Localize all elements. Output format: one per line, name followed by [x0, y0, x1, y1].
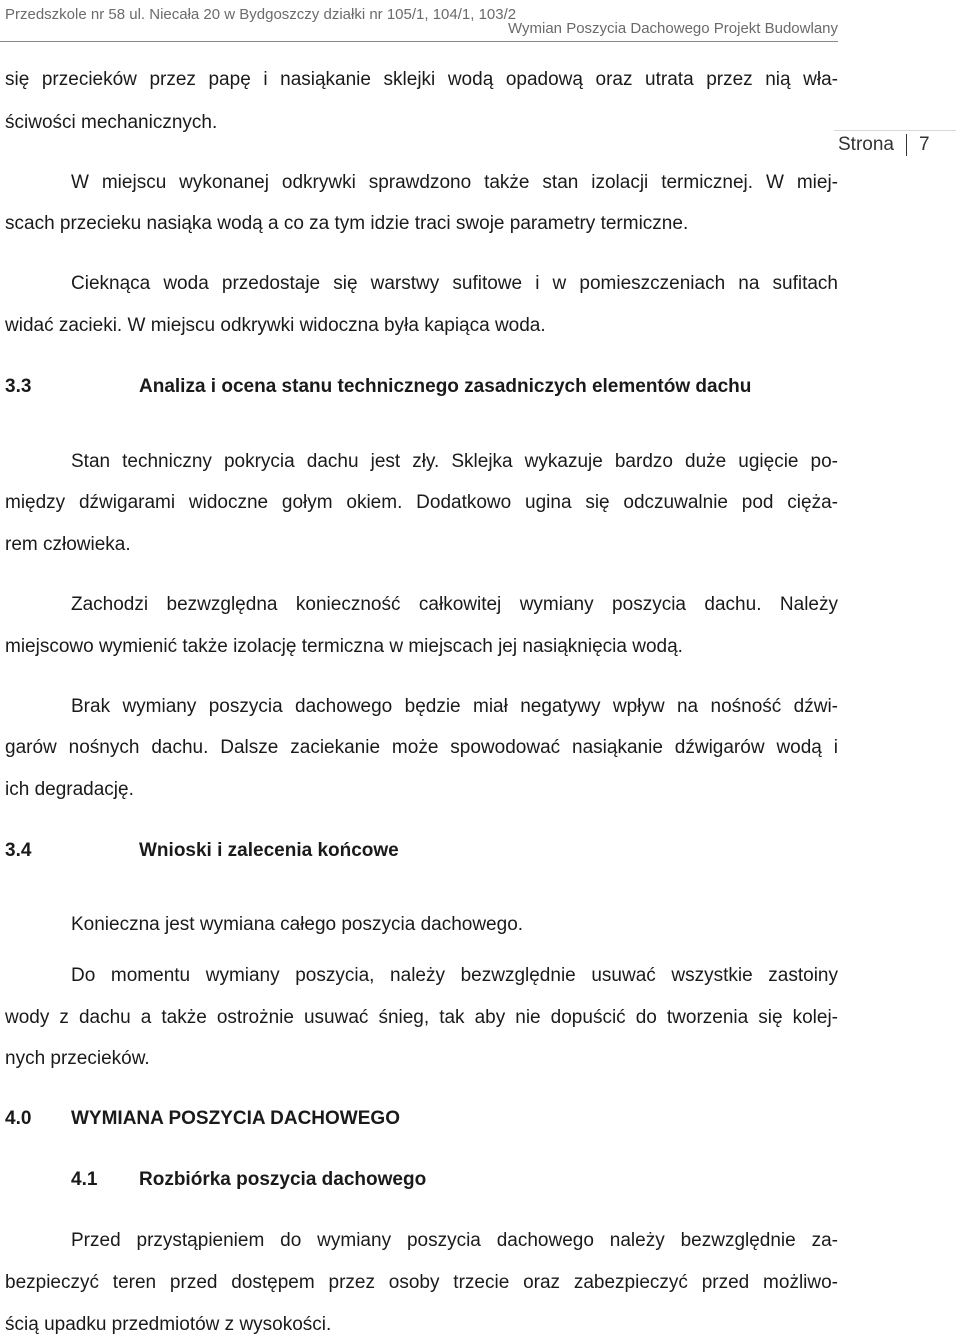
- paragraph-line: miejscowo wymienić także izolację termiczna w miejscach jej nasiąknięcia wodą.: [5, 636, 683, 657]
- header-right-text: Wymian Poszycia Dachowego Projekt Budowlany: [507, 20, 838, 37]
- subsection-heading: Rozbiórka poszycia dachowego: [139, 1169, 427, 1190]
- paragraph-line: Brak wymiany poszycia dachowego będzie miał negatywy wpływ na nośność dźwi-: [71, 696, 838, 717]
- paragraph-line: W miejscu wykonanej odkrywki sprawdzono także stan izolacji termicznej. W miej-: [71, 172, 838, 193]
- page-number-value: 7: [918, 134, 930, 155]
- paragraph-line: scach przecieku nasiąka wodą a co za tym idzie traci swoje parametry termiczne.: [5, 213, 689, 234]
- page-number-label: Strona: [838, 134, 894, 155]
- paragraph-line: Przed przystąpieniem do wymiany poszycia dachowego należy bezwzględnie za-: [71, 1230, 838, 1251]
- subsection-number: 4.1: [71, 1169, 98, 1190]
- paragraph-line: widać zacieki. W miejscu odkrywki widoczna była kapiąca woda.: [5, 315, 546, 336]
- paragraph-line: Do momentu wymiany poszycia, należy bezwzględnie usuwać wszystkie zastoiny: [71, 965, 838, 986]
- header-left-text: Przedszkole nr 58 ul. Niecała 20 w Bydgoszczy działki nr 105/1, 104/1, 103/2: [5, 6, 517, 23]
- section-number: 4.0: [5, 1108, 32, 1129]
- paragraph-line: bezpieczyć teren przed dostępem przez osoby trzecie oraz zabezpieczyć przed możliwo-: [5, 1272, 838, 1293]
- page-number-separator: [906, 134, 907, 156]
- paragraph-line: ściwości mechanicznych.: [5, 112, 218, 133]
- page-number: [838, 130, 930, 160]
- section-heading: Wnioski i zalecenia końcowe: [139, 840, 399, 861]
- section-number: 3.3: [5, 376, 32, 397]
- page-number-rule: [834, 130, 956, 131]
- paragraph-line: ścią upadku przedmiotów z wysokości.: [5, 1314, 332, 1335]
- paragraph-line: nych przecieków.: [5, 1048, 150, 1069]
- paragraph-line: Konieczna jest wymiana całego poszycia dachowego.: [71, 914, 524, 935]
- paragraph-line: ich degradację.: [5, 779, 134, 800]
- paragraph-line: się przecieków przez papę i nasiąkanie sklejki wodą opadową oraz utrata przez nią wła-: [5, 69, 838, 90]
- paragraph-line: Cieknąca woda przedostaje się warstwy sufitowe i w pomieszczeniach na sufitach: [71, 273, 838, 294]
- paragraph-line: garów nośnych dachu. Dalsze zaciekanie może spowodować nasiąkanie dźwigarów wodą i: [5, 737, 838, 758]
- section-heading: WYMIANA POSZYCIA DACHOWEGO: [71, 1108, 400, 1129]
- paragraph-line: Zachodzi bezwzględna konieczność całkowitej wymiany poszycia dachu. Należy: [71, 594, 838, 615]
- paragraph-line: wody z dachu a także ostrożnie usuwać śnieg, tak aby nie dopuścić do tworzenia się kolej-: [5, 1007, 838, 1028]
- section-number: 3.4: [5, 840, 32, 861]
- paragraph-line: Stan techniczny pokrycia dachu jest zły. Sklejka wykazuje bardzo duże ugięcie po-: [71, 451, 838, 472]
- section-heading: Analiza i ocena stanu technicznego zasadniczych elementów dachu: [139, 376, 752, 397]
- header-rule: [0, 41, 838, 42]
- paragraph-line: między dźwigarami widoczne gołym okiem. Dodatkowo ugina się odczuwalnie pod cięża-: [5, 492, 838, 513]
- paragraph-line: rem człowieka.: [5, 534, 131, 555]
